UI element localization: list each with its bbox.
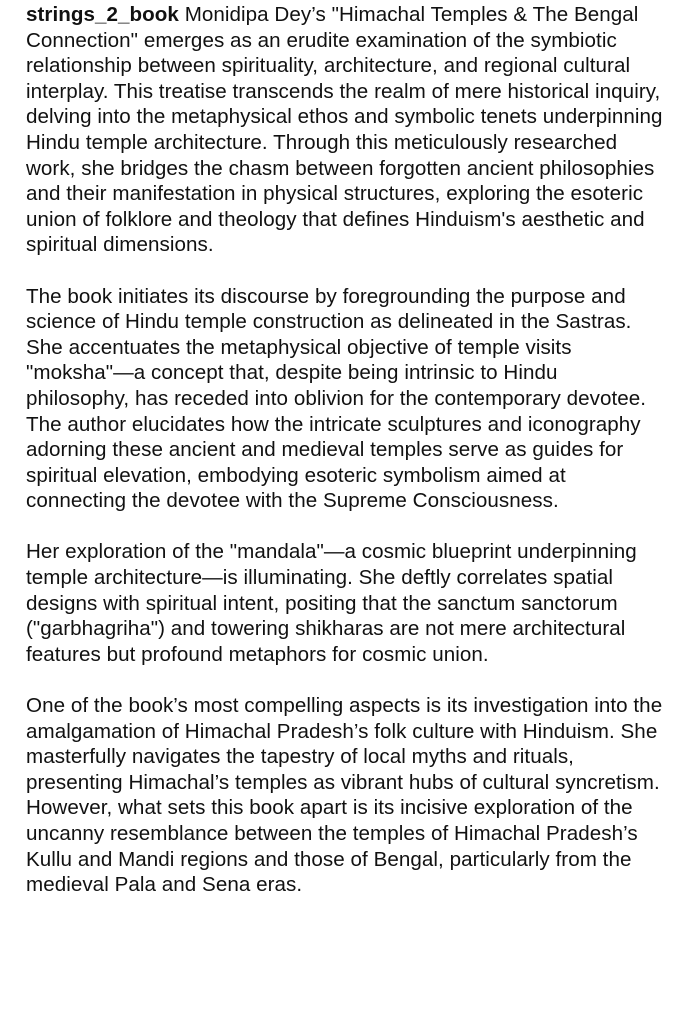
username-link[interactable]: strings_2_book <box>26 3 179 26</box>
caption-paragraph-2: The book initiates its discourse by foregrounding the purpose and science of Hindu temple construction as delineated in the Sastras. She accentuates the metaphysical objective of temple visits "moksha"—a concept that, despite being intrinsic to Hindu philosophy, has receded into oblivion for the contemporary devotee. The author elucidates how the intricate sculptures and iconography adorning these ancient and medieval temples serve as guides for spiritual elevation, embodying esoteric symbolism aimed at connecting the devotee with the Supreme Consciousness. <box>26 284 647 513</box>
caption-paragraph-3: Her exploration of the "mandala"—a cosmic blueprint underpinning temple architecture—is illuminating. She deftly correlates spatial designs with spiritual intent, positing that the sanctum sanctorum ("garbhagriha") and towering shikharas are not mere architectural features but profound metaphors for cosmic union. <box>26 540 637 666</box>
post-caption <box>26 2 666 898</box>
caption-text-1: Monidipa Dey’s "Himachal Temples & The Bengal Connection" emerges as an erudite examination of the symbiotic relationship between spirituality, architecture, and regional cultural interplay. This treatise transcends the realm of mere historical inquiry, delving into the metaphysical ethos and symbolic tenets underpinning Hindu temple architecture. Through this meticulously researched work, she bridges the chasm between forgotten ancient philosophies and their manifestation in physical structures, exploring the esoteric union of folklore and theology that defines Hinduism's aesthetic and spiritual dimensions. <box>26 3 663 257</box>
caption-paragraph-4: One of the book’s most compelling aspects is its investigation into the amalgamation of Himachal Pradesh’s folk culture with Hinduism. She masterfully navigates the tapestry of local myths and rituals, presenting Himachal’s temples as vibrant hubs of cultural syncretism. However, what sets this book apart is its incisive exploration of the uncanny resemblance between the temples of Himachal Pradesh’s Kullu and Mandi regions and those of Bengal, particularly from the medieval Pala and Sena eras. <box>26 694 663 897</box>
caption-paragraph-1 <box>26 2 666 258</box>
